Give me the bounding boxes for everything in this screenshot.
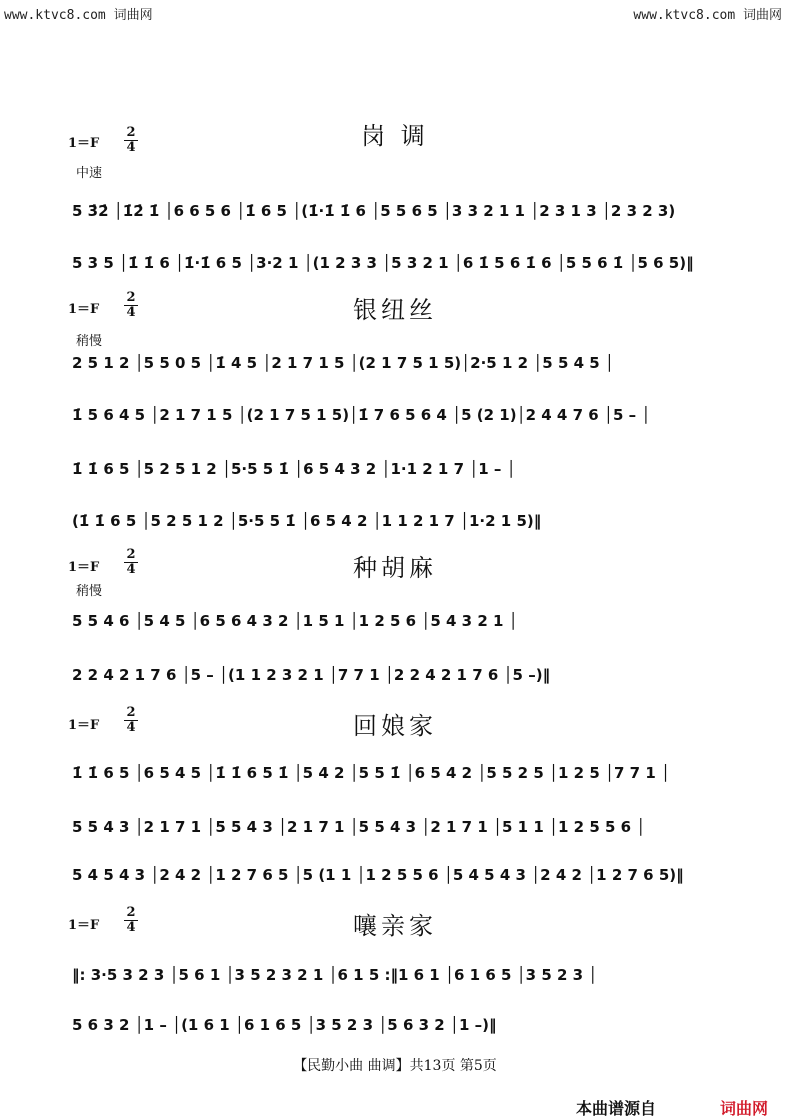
key-signature: 1＝F — [68, 560, 100, 575]
song-title: 银纽丝 — [353, 296, 437, 324]
meter-denominator: 4 — [126, 562, 136, 577]
time-signature — [124, 906, 138, 935]
meter-numerator: 2 — [124, 291, 138, 306]
time-signature — [124, 548, 138, 577]
notation-line: 5 3 5 │1̇ 1̇ 6 │1̇·1̇ 6 5 │3·2 1 │(1 2 3 3 │5 3 2 1 │6 1̇ 5 6 1̇ 6 │5 5 6 1̇ │5 6 5)‖ — [72, 254, 694, 272]
tempo-mark: 稍慢 — [76, 334, 103, 349]
tempo-mark: 稍慢 — [76, 584, 103, 599]
notation-line: 5 5 4 6 │5 4 5 │6 5 6 4 3 2 │1 5 1 │1 2 5 6 │5 4 3 2 1 │ — [72, 612, 518, 630]
notation-line: 5 3̇2̇ │1̇2̇ 1̇ │6 6 5 6 │1̇ 6 5 │(1̇·1̇ 1̇ 6 │5 5 6 5 │3 3 2 1 1 │2 3 1 3 │2 3 2 3) — [72, 202, 676, 220]
notation-line: 1̇ 1̇ 6 5 │6 5 4 5 │1̇ 1̇ 6 5 1̇ │5 4 2 │5 5 1̇ │6 5 4 2 │5 5 2 5 │1 2 5 │7 7 1 │ — [72, 764, 671, 782]
meter-numerator: 2 — [124, 706, 138, 721]
time-signature — [124, 706, 138, 735]
notation-line: 5 5 4 3 │2 1 7 1 │5 5 4 3 │2 1 7 1 │5 5 4 3 │2 1 7 1 │5 1 1 │1 2 5 5 6 │ — [72, 818, 646, 836]
meter-denominator: 4 — [126, 140, 136, 155]
notation-line: ‖: 3·5 3 2 3 │5 6 1 │3 5 2 3 2 1 │6 1 5 :‖1 6 1 │6 1 6 5 │3 5 2 3 │ — [72, 966, 598, 984]
key-signature: 1＝F — [68, 918, 100, 933]
song-title: 岗 调 — [361, 122, 429, 150]
meter-numerator: 2 — [124, 548, 138, 563]
notation-line: 2 5 1 2 │5 5 0 5 │1̇ 4 5 │2 1 7 1 5 │(2 1 7 5 1 5)│2·5 1 2 │5 5 4 5 │ — [72, 354, 614, 372]
source-label: 本曲谱源自 — [576, 1099, 657, 1118]
watermark-left: www.ktvc8.com 词曲网 — [4, 8, 153, 23]
key-signature: 1＝F — [68, 718, 100, 733]
time-signature — [124, 291, 138, 320]
tempo-mark: 中速 — [76, 166, 103, 181]
notation-line: 1̇ 1̇ 6 5 │5 2 5 1 2 │5·5 5 1̇ │6 5 4 3 2 │1·1 2 1 7 │1 – │ — [72, 460, 516, 478]
key-signature: 1＝F — [68, 302, 100, 317]
song-title: 嚷亲家 — [353, 912, 437, 940]
meter-denominator: 4 — [126, 920, 136, 935]
song-title: 种胡麻 — [353, 554, 437, 582]
notation-line: 5 4 5 4 3 │2 4 2 │1 2 7 6 5 │5 (1 1 │1 2 5 5 6 │5 4 5 4 3 │2 4 2 │1 2 7 6 5)‖ — [72, 866, 684, 884]
time-signature — [124, 126, 138, 155]
meter-denominator: 4 — [126, 305, 136, 320]
key-signature: 1＝F — [68, 136, 100, 151]
song-title: 回娘家 — [353, 712, 437, 740]
watermark-right: www.ktvc8.com 词曲网 — [633, 8, 782, 23]
notation-line: 5 6 3 2 │1 – │(1 6 1 │6 1 6 5 │3 5 2 3 │5 6 3 2 │1 –)‖ — [72, 1016, 497, 1034]
meter-numerator: 2 — [124, 906, 138, 921]
notation-line: 2 2 4 2 1 7 6 │5 – │(1 1 2 3 2 1 │7 7 1 │2 2 4 2 1 7 6 │5 –)‖ — [72, 666, 551, 684]
page-footer: 【民勤小曲 曲调】共13页 第5页 — [293, 1058, 497, 1074]
meter-numerator: 2 — [124, 126, 138, 141]
notation-line: 1̇ 5 6 4 5 │2 1 7 1 5 │(2 1 7 5 1 5)│1̇ 7 6 5 6 4 │5 (2 1)│2 4 4 7 6 │5 – │ — [72, 406, 651, 424]
notation-line: (1̇ 1̇ 6 5 │5 2 5 1 2 │5·5 5 1̇ │6 5 4 2 │1 1 2 1 7 │1·2 1 5)‖ — [72, 512, 542, 530]
meter-denominator: 4 — [126, 720, 136, 735]
site-logo[interactable]: 词曲网 — [720, 1099, 769, 1118]
